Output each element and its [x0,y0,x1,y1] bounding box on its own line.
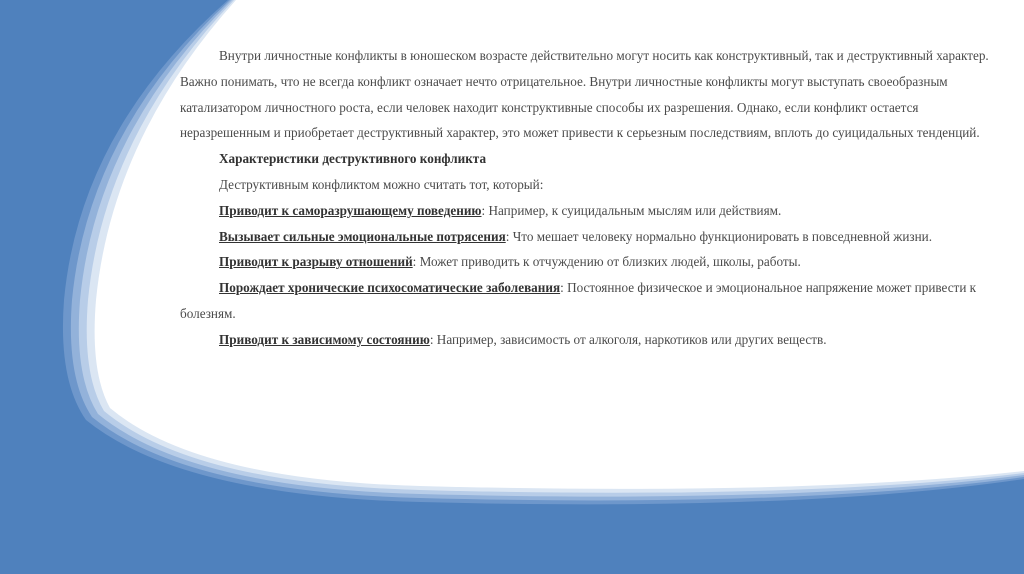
slide-text-body [180,43,1002,353]
list-item-term: Приводит к зависимому состоянию [219,331,430,347]
list-item-description: : Например, зависимость от алкоголя, наркотиков или других веществ. [429,331,827,347]
section-heading [180,146,1002,172]
list-item-term: Порождает хронические психосоматические заболевания [219,280,561,296]
section-heading-text: Характеристики деструктивного конфликта [219,151,487,167]
list-item [180,198,1002,224]
list-item-term: Приводит к саморазрушающему поведению [219,202,482,218]
list-item-description: : Постоянное физическое и эмоциональное напряжение может привести к болезням. [180,280,977,321]
list-item [180,249,1002,275]
intro-paragraph: Внутри личностные конфликты в юношеском возрасте действительно могут носить как конструктивный, так и деструктивный характер. Важно понимать, что не всегда конфликт означает нечто отрицательное. Внутри личностные конфликты могут выступать своеобразным катализатором личностного роста, если человек находит конструктивные способы их разрешения. Однако, если конфликт остается неразрешенным и приобретает деструктивный характер, это может привести к серьезным последствиям, вплоть до суицидальных тенденций. [180,48,989,141]
list-item-description: : Может приводить к отчуждению от близких людей, школы, работы. [412,254,801,270]
list-item [180,224,1002,250]
list-item [180,327,1002,353]
list-item [180,275,1002,327]
lead-sentence: Деструктивным конфликтом можно считать тот, который: [219,176,544,192]
list-item-description: : Например, к суицидальным мыслям или действиям. [481,202,782,218]
list-item-term: Вызывает сильные эмоциональные потрясения [219,228,506,244]
list-item-term: Приводит к разрыву отношений [219,254,413,270]
list-item-description: : Что мешает человеку нормально функционировать в повседневной жизни. [505,228,933,244]
